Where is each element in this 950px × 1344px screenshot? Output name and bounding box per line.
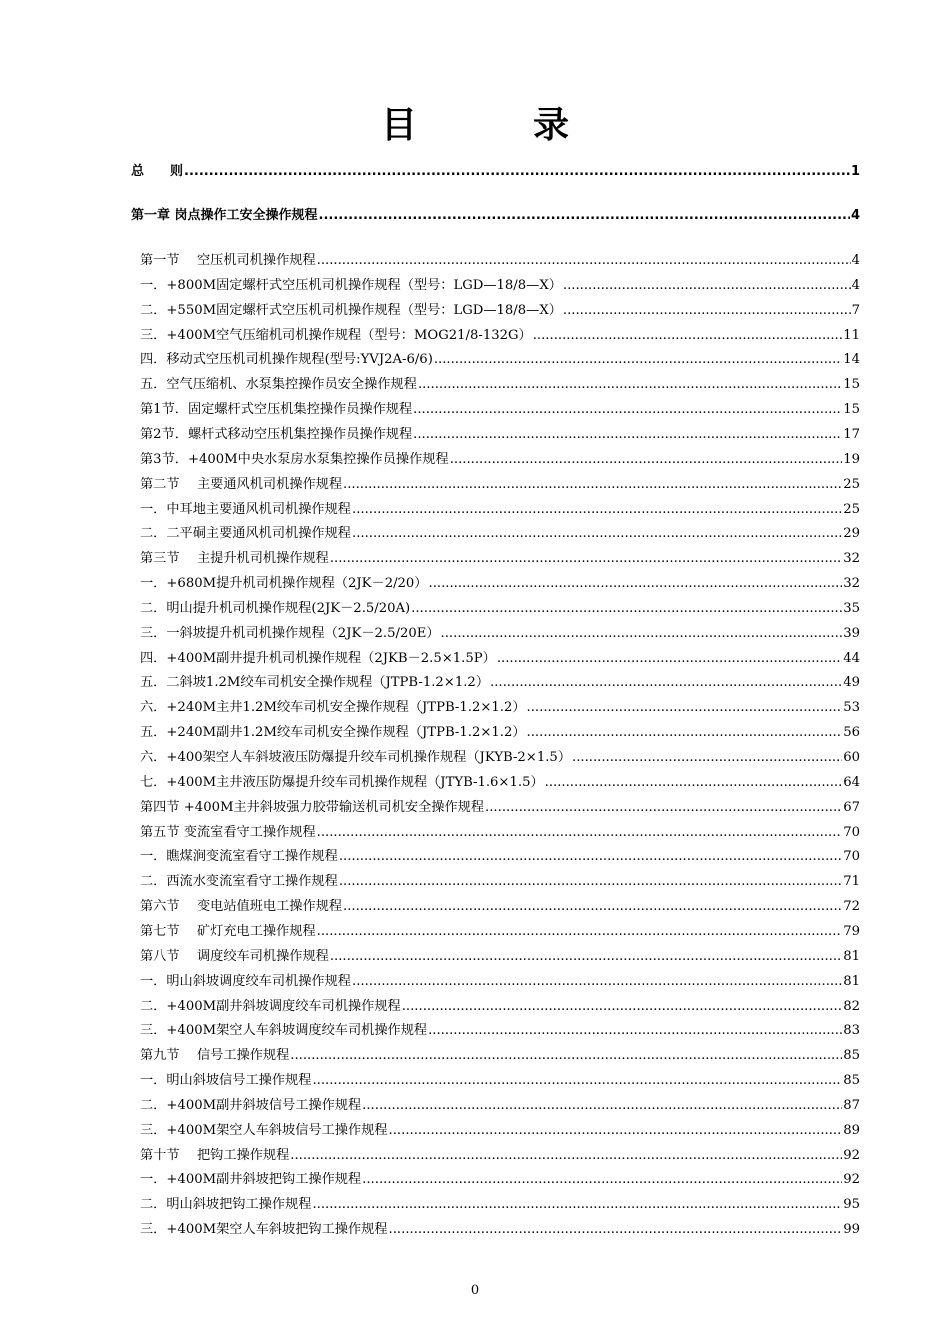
page-number: 0: [470, 1283, 480, 1298]
toc-entry-page: 7: [851, 302, 860, 318]
dot-leader: [441, 624, 843, 644]
toc-entry-title: 二．二平硐主要通风机司机操作规程: [140, 526, 351, 542]
toc-entry-page: 15: [843, 377, 860, 393]
toc-entry-title: 四．+400M副井提升机司机操作规程（2JKB－2.5×1.5P）: [140, 650, 496, 666]
toc-entry-title: 第3节．+400M中央水泵房水泵集控操作员操作规程: [140, 451, 449, 467]
toc-entry-page: 19: [843, 451, 860, 467]
toc-entry-title: 第一章 岗点操作工安全操作规程: [131, 208, 318, 223]
dot-leader: [290, 1146, 842, 1166]
toc-entry[interactable]: [140, 748, 860, 768]
dot-leader: [343, 475, 842, 495]
toc-entry-page: 25: [843, 501, 860, 517]
dot-leader: [411, 599, 842, 619]
toc-entry-page: 81: [843, 973, 860, 989]
toc-entry-title: 三．+400M架空人车斜坡把钩工操作规程: [140, 1222, 388, 1238]
toc-entry[interactable]: [131, 206, 860, 226]
dot-leader: [413, 425, 842, 445]
dot-leader: [497, 649, 842, 669]
toc-entry[interactable]: [140, 326, 860, 346]
dot-leader: [429, 574, 843, 594]
dot-leader: [312, 1071, 842, 1091]
toc-entry-title: 一．明山斜坡调度绞车司机操作规程: [140, 973, 351, 989]
toc-entry-page: 79: [843, 923, 860, 939]
toc-entry-title: 四．移动式空压机司机操作规程(型号:YVJ2A-6/6): [140, 352, 433, 368]
dot-leader: [527, 698, 843, 718]
toc-entry-title: 第六节 变电站值班电工操作规程: [140, 899, 343, 915]
toc-entry-title: 一．中耳地主要通风机司机操作规程: [140, 501, 351, 517]
dot-leader: [339, 872, 842, 892]
toc-entry[interactable]: [140, 872, 860, 892]
toc-entry[interactable]: [140, 823, 860, 843]
toc-entry-title: 第三节 主提升机司机操作规程: [140, 551, 329, 567]
toc-entry-page: 71: [843, 874, 860, 890]
toc-entry[interactable]: [140, 847, 860, 867]
dot-leader: [362, 1096, 842, 1116]
toc-entry-title: 二．明山斜坡把钩工操作规程: [140, 1197, 312, 1213]
toc-entry[interactable]: [140, 1121, 860, 1141]
toc-entry-title: 一．+400M副井斜坡把钩工操作规程: [140, 1172, 362, 1188]
toc-entry-page: 39: [843, 625, 860, 641]
dot-leader: [572, 748, 842, 768]
toc-entry-page: 92: [843, 1147, 860, 1163]
toc-entry-page: 85: [843, 1048, 860, 1064]
toc-entry-title: 二．+550M固定螺杆式空压机司机操作规程（型号：LGD—18/8—X）: [140, 302, 562, 318]
toc-entry[interactable]: [140, 1096, 860, 1116]
toc-entry-page: 17: [843, 426, 860, 442]
toc-entry-title: 第八节 调度绞车司机操作规程: [140, 948, 329, 964]
dot-leader: [317, 823, 843, 843]
dot-leader: [312, 1195, 842, 1215]
toc-entry-title: 七．+400M主井液压防爆提升绞车司机操作规程（JTYB-1.6×1.5）: [140, 774, 544, 790]
toc-entry[interactable]: [140, 599, 860, 619]
toc-entry-title: 第四节 +400M主井斜坡强力胶带输送机司机安全操作规程: [140, 799, 485, 815]
toc-entry-page: 25: [843, 476, 860, 492]
toc-entry-page: 53: [843, 700, 860, 716]
toc-entry-title: 一．瞧煤涧变流室看守工操作规程: [140, 849, 338, 865]
dot-leader: [290, 1046, 842, 1066]
toc-entry-page: 4: [851, 253, 860, 268]
toc-entry[interactable]: [140, 624, 860, 644]
dot-leader: [389, 1220, 843, 1240]
toc-entry-page: 67: [843, 799, 860, 815]
toc-entry-title: 六．+400架空人车斜坡液压防爆提升绞车司机操作规程（JKYB-2×1.5）: [140, 750, 572, 765]
toc-entry-page: 95: [843, 1197, 860, 1213]
toc-entry[interactable]: [140, 1220, 860, 1240]
toc-entry-page: 81: [843, 948, 860, 964]
dot-leader: [339, 847, 842, 867]
toc-entry-page: 70: [843, 824, 860, 840]
dot-leader: [413, 400, 842, 420]
toc-entry-title: 二．明山提升机司机操作规程(2JK－2.5/20A): [140, 600, 411, 616]
toc-entry-title: 三．一斜坡提升机司机操作规程（2JK－2.5/20E）: [140, 625, 440, 641]
toc-entry[interactable]: [140, 524, 860, 544]
dot-leader: [352, 524, 842, 544]
toc-entry[interactable]: [140, 425, 860, 445]
dot-leader: [184, 162, 850, 182]
dot-leader: [352, 500, 842, 520]
dot-leader: [330, 947, 842, 967]
toc-entry-page: 29: [843, 526, 860, 542]
toc-entry[interactable]: [140, 574, 860, 594]
toc-entry[interactable]: [140, 723, 860, 743]
toc-entry-page: 99: [843, 1222, 860, 1238]
toc-entry-page: 70: [843, 849, 860, 865]
dot-leader: [428, 1021, 842, 1041]
dot-leader: [418, 375, 842, 395]
toc-entry[interactable]: [140, 400, 860, 420]
toc-entry-title: 三．+400M架空人车斜坡调度绞车司机操作规程: [140, 1023, 428, 1039]
toc-entry[interactable]: [140, 1071, 860, 1091]
toc-entry-page: 32: [843, 576, 860, 592]
toc-entry-page: 83: [843, 1023, 860, 1039]
toc-entry[interactable]: [140, 375, 860, 395]
toc-entry-title: 一．+680M提升机司机操作规程（2JK－2/20）: [140, 576, 428, 592]
toc-entry[interactable]: [140, 350, 860, 370]
toc-entry-title: 第七节 矿灯充电工操作规程: [140, 923, 316, 939]
dot-leader: [362, 1170, 842, 1190]
toc-entry[interactable]: [140, 251, 860, 271]
toc-entry-page: 92: [843, 1172, 860, 1188]
toc-entry-title: 二．+400M副井斜坡信号工操作规程: [140, 1097, 362, 1113]
toc-entry-page: 87: [843, 1097, 860, 1113]
dot-leader: [343, 897, 842, 917]
toc-entry[interactable]: [140, 947, 860, 967]
toc-entry[interactable]: [140, 1146, 860, 1166]
dot-leader: [319, 206, 850, 226]
dot-leader: [563, 301, 851, 321]
page-title: 目 录: [380, 105, 609, 146]
dot-leader: [490, 673, 842, 693]
toc-entry[interactable]: [140, 922, 860, 942]
dot-leader: [330, 549, 842, 569]
toc-entry[interactable]: [140, 500, 860, 520]
toc-entry[interactable]: [131, 162, 860, 182]
toc-entry[interactable]: [140, 649, 860, 669]
toc-entry-title: 一．+800M固定螺杆式空压机司机操作规程（型号：LGD—18/8—X）: [140, 277, 562, 293]
toc-entry-title: 三．+400M空气压缩机司机操作规程（型号：MOG21/8-132G）: [140, 327, 532, 343]
dot-leader: [485, 798, 842, 818]
dot-leader: [533, 326, 842, 346]
toc-entry-page: 89: [843, 1122, 860, 1138]
toc-entry[interactable]: [140, 897, 860, 917]
toc-entry-page: 82: [843, 998, 860, 1014]
toc-entry-title: 第十节 把钩工操作规程: [140, 1147, 290, 1163]
toc-entry-title: 二．+400M副井斜坡调度绞车司机操作规程: [140, 998, 401, 1014]
toc-entry-title: 第2节．螺杆式移动空压机集控操作员操作规程: [140, 426, 413, 442]
toc-entry[interactable]: [140, 1195, 860, 1215]
toc-entry-title: 总 则: [131, 164, 184, 179]
toc-entry-page: 60: [843, 750, 860, 765]
toc-entry-title: 一．明山斜坡信号工操作规程: [140, 1073, 312, 1089]
toc-entry-page: 14: [843, 352, 860, 368]
dot-leader: [402, 997, 842, 1017]
toc-entry[interactable]: [140, 698, 860, 718]
toc-entry[interactable]: [140, 997, 860, 1017]
toc-entry-title: 五．二斜坡1.2M绞车司机安全操作规程（JTPB-1.2×1.2）: [140, 675, 490, 691]
toc-entry-page: 11: [843, 327, 860, 343]
toc-entry[interactable]: [140, 450, 860, 470]
toc-entry-title: 五．空气压缩机、水泵集控操作员安全操作规程: [140, 377, 417, 393]
toc-entry[interactable]: [140, 673, 860, 693]
toc-entry-title: 五．+240M副井1.2M绞车司机安全操作规程（JTPB-1.2×1.2）: [140, 725, 526, 741]
toc-entry-page: 64: [843, 774, 860, 790]
toc-entry-title: 三．+400M架空人车斜坡信号工操作规程: [140, 1122, 388, 1138]
toc-entry-page: 49: [843, 675, 860, 691]
dot-leader: [317, 251, 851, 271]
toc-entry-page: 56: [843, 725, 860, 741]
toc-entry[interactable]: [140, 475, 860, 495]
toc-entry[interactable]: [140, 798, 860, 818]
toc-entry-title: 第一节 空压机司机操作规程: [140, 253, 316, 268]
dot-leader: [545, 773, 843, 793]
toc-entry-title: 第九节 信号工操作规程: [140, 1048, 290, 1064]
toc-entry-page: 4: [850, 208, 860, 223]
dot-leader: [563, 276, 851, 296]
toc-entry[interactable]: [140, 1021, 860, 1041]
toc-entry[interactable]: [140, 1046, 860, 1066]
toc-entry-page: 15: [843, 402, 860, 418]
dot-leader: [389, 1121, 843, 1141]
toc-entry-page: 35: [843, 600, 860, 616]
toc-entry-title: 第1节．固定螺杆式空压机集控操作员操作规程: [140, 402, 413, 418]
dot-leader: [527, 723, 843, 743]
toc-entry[interactable]: [140, 301, 860, 321]
dot-leader: [434, 350, 842, 370]
toc-entry[interactable]: [140, 1170, 860, 1190]
toc-entry-title: 二．西流水变流室看守工操作规程: [140, 874, 338, 890]
toc-entry-page: 1: [850, 164, 860, 179]
toc-entry-title: 六．+240M主井1.2M绞车司机安全操作规程（JTPB-1.2×1.2）: [140, 700, 526, 716]
dot-leader: [317, 922, 843, 942]
toc-entry-page: 85: [843, 1073, 860, 1089]
toc-entry-page: 4: [851, 277, 860, 293]
toc-entry[interactable]: [140, 773, 860, 793]
toc-entry-title: 第五节 变流室看守工操作规程: [140, 824, 316, 840]
toc-entry[interactable]: [140, 276, 860, 296]
toc-entry-page: 44: [843, 650, 860, 666]
toc-entry-page: 32: [843, 551, 860, 567]
toc-entry-page: 72: [843, 899, 860, 915]
dot-leader: [450, 450, 843, 470]
toc-entry-title: 第二节 主要通风机司机操作规程: [140, 476, 343, 492]
toc-entry[interactable]: [140, 972, 860, 992]
toc-entry[interactable]: [140, 549, 860, 569]
dot-leader: [352, 972, 842, 992]
